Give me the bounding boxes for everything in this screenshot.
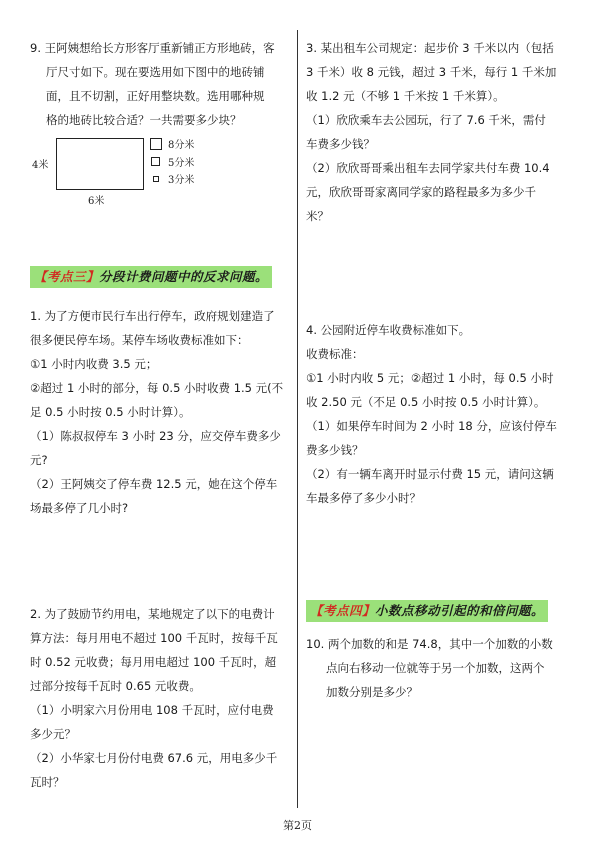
tile-label: 8分米 [168,140,195,151]
tile-option [150,154,194,169]
question-3 [306,36,568,228]
q4-line: 收费标准： [306,347,364,361]
question-9 [30,36,292,132]
room-rectangle [56,138,144,190]
tile-8-icon [150,138,162,150]
q9-line: 9. 王阿姨想给长方形客厅重新铺正方形地砖，客 [30,41,275,55]
q9-line: 厅尺寸如下。现在要选用如下图中的地砖铺 [46,65,265,79]
q2-line: 时 0.52 元收费；每月用电超过 100 千瓦时，超 [30,655,277,669]
section-4-heading [306,600,568,622]
q1-line: 场最多停了几小时? [30,501,129,515]
floor-figure [30,126,292,216]
section-3-heading [30,266,292,288]
q1-line: 1. 为了方便市民行车出行停车，政府规划建造了 [30,309,275,323]
column-divider [297,30,298,808]
q2-line: 2. 为了鼓励节约用电，某地规定了以下的电费计 [30,607,275,621]
q4-line: ①1 小时内收 5 元；②超过 1 小时，每 0.5 小时 [306,371,554,385]
q1-line: 足 0.5 小时按 0.5 小时计算）。 [30,405,191,419]
question-10 [306,632,568,704]
q3-line: 收 1.2 元（不够 1 千米按 1 千米算）。 [306,89,505,103]
q1-line: （1）陈叔叔停车 3 小时 23 分，应交停车费多少 [30,429,281,443]
q1-line: 元? [30,453,48,467]
q1-line: ①1 小时内收费 3.5 元； [30,357,158,371]
q2-line: 过部分按每千瓦时 0.65 元收费。 [30,679,201,693]
tile-label: 3分米 [168,175,195,186]
page-number: 第2页 [283,819,312,832]
q4-line: 费多少钱？ [306,443,364,457]
tile-option [150,136,194,151]
q10-line: 点向右移动一位就等于另一个加数，这两个 [326,661,545,675]
q2-line: 瓦时？ [30,775,65,789]
q3-line: 车费多少钱？ [306,137,375,151]
q4-line: 收 2.50 元（不足 0.5 小时按 0.5 小时计算）。 [306,395,546,409]
question-4 [306,318,568,510]
tile-option [150,171,194,186]
q4-line: （1）如果停车时间为 2 小时 18 分，应该付停车 [306,419,557,433]
width-label: 6米 [88,196,105,207]
q2-line: （2）小华家七月份付电费 67.6 元，用电多少千 [30,751,278,765]
q2-line: 算方法：每月用电不超过 100 千瓦时，按每千瓦 [30,631,278,645]
q4-line: 4. 公园附近停车收费标准如下。 [306,323,471,337]
height-label: 4米 [32,160,49,171]
q10-line: 加数分别是多少？ [326,685,418,699]
q10-line: 10. 两个加数的和是 74.8，其中一个加数的小数 [306,637,553,651]
q4-line: 车最多停了多少小时？ [306,491,421,505]
question-2 [30,602,292,794]
q2-line: 多少元？ [30,727,76,741]
q3-line: （1）欣欣乘车去公园玩，行了 7.6 千米，需付 [306,113,546,127]
tile-3-icon [153,176,159,182]
q3-line: 米？ [306,209,329,223]
q3-line: 3. 某出租车公司规定：起步价 3 千米以内（包括 [306,41,554,55]
section-title: 【考点三】分段计费问题中的反求问题。 [30,266,272,288]
question-1 [30,304,292,520]
tile-label: 5分米 [168,158,195,169]
tile-5-icon [151,157,160,166]
q2-line: （1）小明家六月份用电 108 千瓦时，应付电费 [30,703,274,717]
q1-line: （2）王阿姨交了停车费 12.5 元，她在这个停车 [30,477,278,491]
q9-line: 面，且不切割，正好用整块数。选用哪种规 [46,89,265,103]
q1-line: ②超过 1 小时的部分，每 0.5 小时收费 1.5 元(不 [30,381,284,395]
q3-line: （2）欣欣哥哥乘出租车去同学家共付车费 10.4 [306,161,550,175]
q9-line: 格的地砖比较合适？一共需要多少块？ [46,113,242,127]
q3-line: 3 千米）收 8 元钱，超过 3 千米，每行 1 千米加 [306,65,557,79]
section-title: 【考点四】小数点移动引起的和倍问题。 [306,600,548,622]
q4-line: （2）有一辆车离开时显示付费 15 元，请问这辆 [306,467,554,481]
q3-line: 元，欣欣哥哥家离同学家的路程最多为多少千 [306,185,536,199]
q1-line: 很多便民停车场。某停车场收费标准如下： [30,333,249,347]
